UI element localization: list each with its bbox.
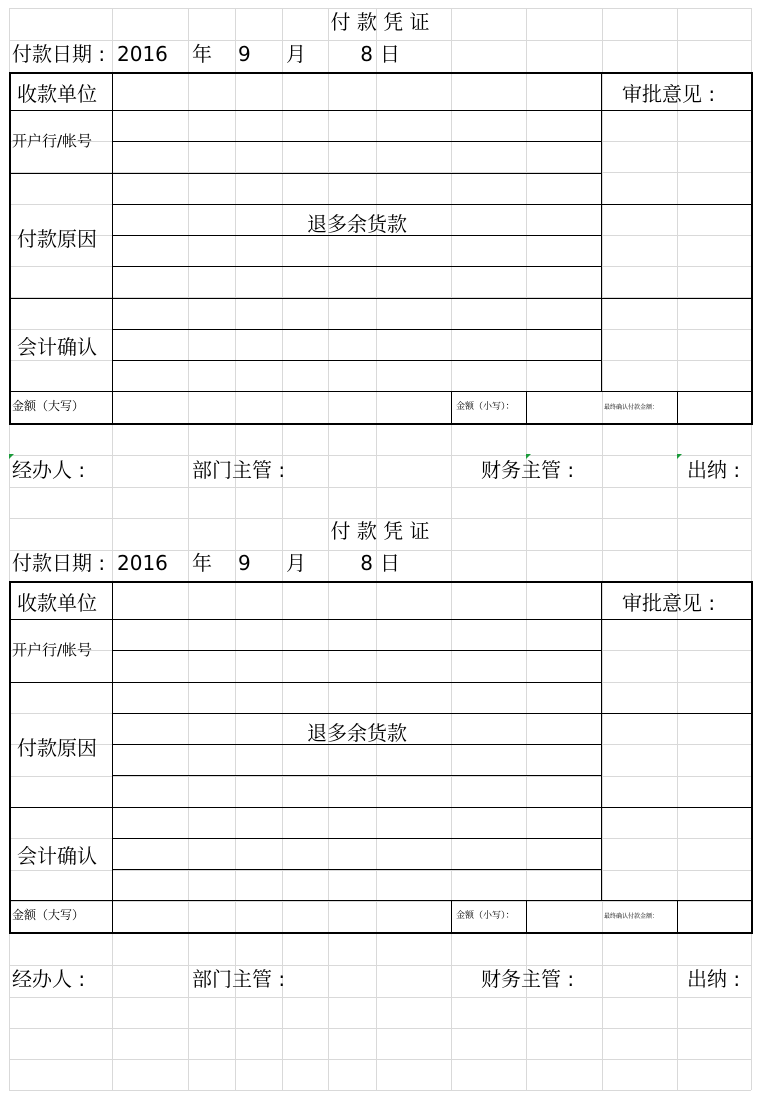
dept-head-label: 部门主管 :	[192, 458, 286, 482]
accounting-confirm-label: 会计确认	[17, 844, 97, 868]
approval-bottom-border	[601, 391, 751, 392]
accounting-confirm-label: 会计确认	[17, 335, 97, 359]
grid-col-line	[188, 8, 189, 1090]
table-left-border	[9, 72, 11, 425]
grid-col-line	[376, 8, 377, 1090]
grid-row-line	[9, 901, 751, 902]
bank-account-label: 开户行/帐号	[12, 132, 93, 150]
table-right-border	[751, 72, 753, 425]
day-unit: 日	[380, 42, 400, 66]
approval-column-border	[601, 581, 602, 900]
inner-row-border	[112, 329, 601, 330]
year-unit: 年	[192, 42, 212, 66]
table-bottom-border	[9, 423, 752, 425]
payment-day: 8	[360, 551, 373, 575]
table-right-border	[751, 581, 753, 934]
payment-month: 9	[238, 551, 251, 575]
approval-label: 审批意见 :	[622, 591, 716, 615]
table-top-border	[9, 72, 752, 74]
inner-row-border	[112, 360, 601, 361]
final-amount-label: 最终确认付款金额：	[604, 404, 659, 411]
payment-reason-value: 退多余货款	[307, 721, 407, 745]
grid-row-line	[9, 40, 751, 41]
approval-low-border	[601, 807, 751, 808]
comment-flag	[9, 454, 14, 459]
grid-row-line	[9, 965, 751, 966]
grid-row-line	[9, 455, 751, 456]
grid-row-line	[9, 870, 751, 871]
table-left-border	[9, 581, 11, 934]
approval-label: 审批意见 :	[622, 82, 716, 106]
voucher-title: 付 款 凭 证	[330, 10, 430, 34]
approval-bottom-border	[601, 900, 751, 901]
approval-header-border	[601, 619, 751, 620]
section-border	[9, 391, 601, 392]
inner-row-border	[112, 869, 601, 870]
section-border	[9, 682, 601, 683]
inner-row-border	[112, 266, 601, 267]
section-border	[9, 807, 601, 808]
payment-reason-label: 付款原因	[17, 736, 97, 760]
dept-head-label: 部门主管 :	[192, 967, 286, 991]
handler-label: 经办人 :	[12, 967, 86, 991]
finance-head-label: 财务主管 :	[481, 967, 575, 991]
grid-row-line	[9, 997, 751, 998]
grid-row-line	[9, 1090, 751, 1091]
amount-divider-2	[526, 391, 527, 423]
day-unit: 日	[380, 551, 400, 575]
section-border	[9, 110, 601, 111]
amount-in-figures-label: 金额（小写）：	[456, 911, 515, 921]
grid-row-line	[9, 8, 751, 9]
comment-flag	[526, 454, 531, 459]
month-unit: 月	[286, 551, 306, 575]
inner-row-border	[112, 204, 601, 205]
payment-year: 2016	[117, 42, 168, 66]
cashier-label: 出纳 :	[687, 458, 741, 482]
section-border	[9, 619, 601, 620]
table-bottom-border	[9, 932, 752, 934]
payment-date-label: 付款日期 :	[12, 551, 106, 575]
payment-month: 9	[238, 42, 251, 66]
payee-label: 收款单位	[17, 591, 97, 615]
payment-reason-label: 付款原因	[17, 227, 97, 251]
label-column-border	[112, 581, 113, 932]
amount-in-figures-label: 金额（小写）：	[456, 402, 515, 412]
bank-account-label: 开户行/帐号	[12, 641, 93, 659]
approval-header-border	[601, 110, 751, 111]
final-amount-label: 最终确认付款金额：	[604, 913, 659, 920]
amount-in-words-label: 金额（大写）	[12, 908, 85, 922]
inner-row-border	[112, 775, 601, 776]
amount-divider-2	[526, 900, 527, 932]
section-border	[9, 173, 601, 174]
month-unit: 月	[286, 42, 306, 66]
table-top-border	[9, 581, 752, 583]
amount-divider-1	[451, 391, 452, 423]
handler-label: 经办人 :	[12, 458, 86, 482]
payment-day: 8	[360, 42, 373, 66]
approval-low-border	[601, 298, 751, 299]
amount-divider-1	[451, 900, 452, 932]
voucher-title: 付 款 凭 证	[330, 519, 430, 543]
inner-row-border	[112, 650, 601, 651]
grid-col-line	[235, 8, 236, 1090]
inner-row-border	[112, 141, 601, 142]
cashier-label: 出纳 :	[687, 967, 741, 991]
inner-row-border	[112, 713, 601, 714]
payment-reason-value: 退多余货款	[307, 212, 407, 236]
grid-row-line	[9, 487, 751, 488]
comment-flag	[677, 454, 682, 459]
label-column-border	[112, 72, 113, 423]
grid-col-line	[602, 8, 603, 1090]
approval-column-border	[601, 72, 602, 391]
section-border	[9, 298, 601, 299]
section-border	[9, 900, 601, 901]
grid-col-line	[282, 8, 283, 1090]
approval-mid-border	[601, 204, 751, 205]
year-unit: 年	[192, 551, 212, 575]
grid-row-line	[9, 1028, 751, 1029]
inner-row-border	[112, 838, 601, 839]
grid-row-line	[9, 1059, 751, 1060]
amount-divider-3	[677, 900, 678, 932]
amount-in-words-label: 金额（大写）	[12, 399, 85, 413]
finance-head-label: 财务主管 :	[481, 458, 575, 482]
payee-label: 收款单位	[17, 82, 97, 106]
grid-col-line	[328, 8, 329, 1090]
payment-date-label: 付款日期 :	[12, 42, 106, 66]
approval-mid-border	[601, 713, 751, 714]
payment-year: 2016	[117, 551, 168, 575]
grid-row-line	[9, 776, 751, 777]
amount-divider-3	[677, 391, 678, 423]
